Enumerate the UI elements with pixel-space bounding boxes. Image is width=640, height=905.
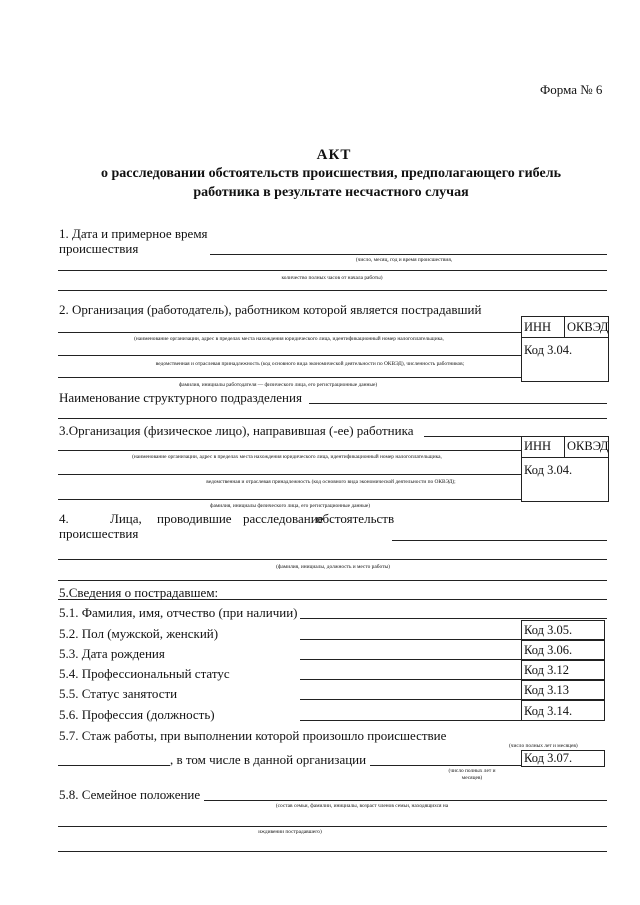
s4-label-cont: происшествия xyxy=(59,526,139,541)
s5-tenure-org-field[interactable] xyxy=(370,765,521,766)
s5-fio-field[interactable] xyxy=(300,618,607,619)
s5-employment-label: 5.5. Статус занятости xyxy=(59,686,178,701)
s3-code-box-row xyxy=(521,457,609,458)
document-subtitle-line2: работника в результате несчастного случая xyxy=(193,185,469,200)
s5-tenure-label: 5.7. Стаж работы, при выполнении которой произошло происшествие xyxy=(59,728,447,743)
s4-label-w4: расследование xyxy=(243,511,324,526)
s2-code-box-row xyxy=(521,337,609,338)
document-subtitle-line1: о расследовании обстоятельств происшествия, предполагающего гибель xyxy=(101,166,561,181)
s4-persons-field-2[interactable] xyxy=(58,559,607,560)
s5-family-hint: (состав семьи, фамилии, инициалы, возраст членов семьи, находящихся на xyxy=(275,803,449,809)
s5-tenure-org-hint: (число полных лет и xyxy=(448,768,496,774)
s2-struct-field[interactable] xyxy=(309,403,607,404)
document-title: АКТ xyxy=(316,147,352,163)
s5-header: 5.Сведения о пострадавшем: xyxy=(59,585,219,600)
s5-family-hint-cont: иждивении пострадавшего) xyxy=(258,829,322,835)
s1-hint-datetime: (число, месяц, год и время происшествия, xyxy=(355,257,453,263)
s4-persons-field[interactable] xyxy=(392,540,607,541)
s1-label-cont: происшествия xyxy=(59,241,139,256)
s5-birthdate-label: 5.3. Дата рождения xyxy=(59,646,165,661)
s5-family-field[interactable] xyxy=(204,800,607,801)
s5-employment-code: Код 3.13 xyxy=(524,683,569,697)
s2-inn-label: ИНН xyxy=(524,320,552,334)
s3-hint-okved: ведомственная и отраслевая принадлежность (код основного вида экономической деятельности по ОКВЭД); xyxy=(206,479,456,485)
s1-datetime-field-2[interactable] xyxy=(58,270,607,271)
s5-prof-status-label: 5.4. Профессиональный статус xyxy=(59,666,230,681)
s4-persons-field-3[interactable] xyxy=(58,580,607,581)
s2-label: 2. Организация (работодатель), работником которой является пострадавший xyxy=(59,302,482,317)
s1-datetime-field[interactable] xyxy=(210,254,607,255)
s5-fio-label: 5.1. Фамилия, имя, отчество (при наличии) xyxy=(59,605,298,620)
s1-divider xyxy=(58,290,607,291)
s5-header-line xyxy=(58,599,607,600)
s2-hint-employer: фамилия, инициалы работодателя — физического лица, его регистрационные данные) xyxy=(178,382,378,388)
s5-prof-status-field[interactable] xyxy=(300,679,521,680)
s2-kod-label: Код 3.04. xyxy=(524,343,573,357)
s5-profession-label: 5.6. Профессия (должность) xyxy=(59,707,215,722)
s3-org-field-3[interactable] xyxy=(58,474,521,475)
s3-label: 3.Организация (физическое лицо), направившая (-ее) работника xyxy=(59,423,414,438)
s5-family-field-3[interactable] xyxy=(58,851,607,852)
s4-label-w5: обстоятельств xyxy=(316,511,395,526)
s5-gender-label: 5.2. Пол (мужской, женский) xyxy=(59,626,219,641)
s2-org-field[interactable] xyxy=(58,332,521,333)
s5-gender-field[interactable] xyxy=(300,639,521,640)
s5-gender-code: Код 3.05. xyxy=(524,623,573,637)
s2-struct-field-2[interactable] xyxy=(58,418,607,419)
s3-hint-org: (наименование организации, адрес в пределах места нахождения юридического лица, идентификационный номер налогоплательщика, xyxy=(132,454,442,460)
s5-profession-field[interactable] xyxy=(300,720,521,721)
s3-inn-label: ИНН xyxy=(524,439,552,453)
s2-hint-org: (наименование организации, адрес в пределах места нахождения юридического лица, идентификационный номер налогоплательщика, xyxy=(134,336,444,342)
s1-hint-hours: количество полных часов от начала работы) xyxy=(281,275,383,281)
s5-prof-status-code: Код 3.12 xyxy=(524,663,569,677)
s4-label-w1: 4. xyxy=(59,511,69,526)
s5-tenure-org-label: , в том числе в данной организации xyxy=(170,752,367,767)
s1-label: 1. Дата и примерное время xyxy=(59,226,208,241)
s5-birthdate-code: Код 3.06. xyxy=(524,643,573,657)
s5-family-field-2[interactable] xyxy=(58,826,607,827)
s3-hint-person: фамилия, инициалы физического лица, его регистрационные данные) xyxy=(209,503,371,509)
s4-label-w3: проводившие xyxy=(157,511,232,526)
s3-kod-label: Код 3.04. xyxy=(524,463,573,477)
s5-family-label: 5.8. Семейное положение xyxy=(59,787,201,802)
s3-org-field-2[interactable] xyxy=(58,450,521,451)
s5-birthdate-field[interactable] xyxy=(300,659,521,660)
s4-label-w2: Лица, xyxy=(110,511,142,526)
s2-okved-label: ОКВЭД xyxy=(567,320,609,334)
s2-org-field-2[interactable] xyxy=(58,355,521,356)
s5-tenure-org-hint-cont: месяцев) xyxy=(461,775,483,781)
s5-profession-code: Код 3.14. xyxy=(524,704,573,718)
s5-tenure-hint: (число полных лет и месяцев) xyxy=(509,743,578,749)
s2-struct-label: Наименование структурного подразделения xyxy=(59,390,302,405)
form-number: Форма № 6 xyxy=(540,82,603,97)
s2-hint-okved: ведомственная и отраслевая принадлежность (код основного вида экономической деятельности по ОКВЭД), численность работников; xyxy=(155,361,465,367)
s4-hint: (фамилия, инициалы, должность и место работы) xyxy=(276,564,390,570)
s3-okved-label: ОКВЭД xyxy=(567,439,609,453)
s5-tenure-code: Код 3.07. xyxy=(524,751,573,765)
s5-employment-field[interactable] xyxy=(300,699,521,700)
s5-tenure-total-field[interactable] xyxy=(58,765,170,766)
s2-org-field-3[interactable] xyxy=(58,377,521,378)
s3-org-field-4[interactable] xyxy=(58,499,521,500)
